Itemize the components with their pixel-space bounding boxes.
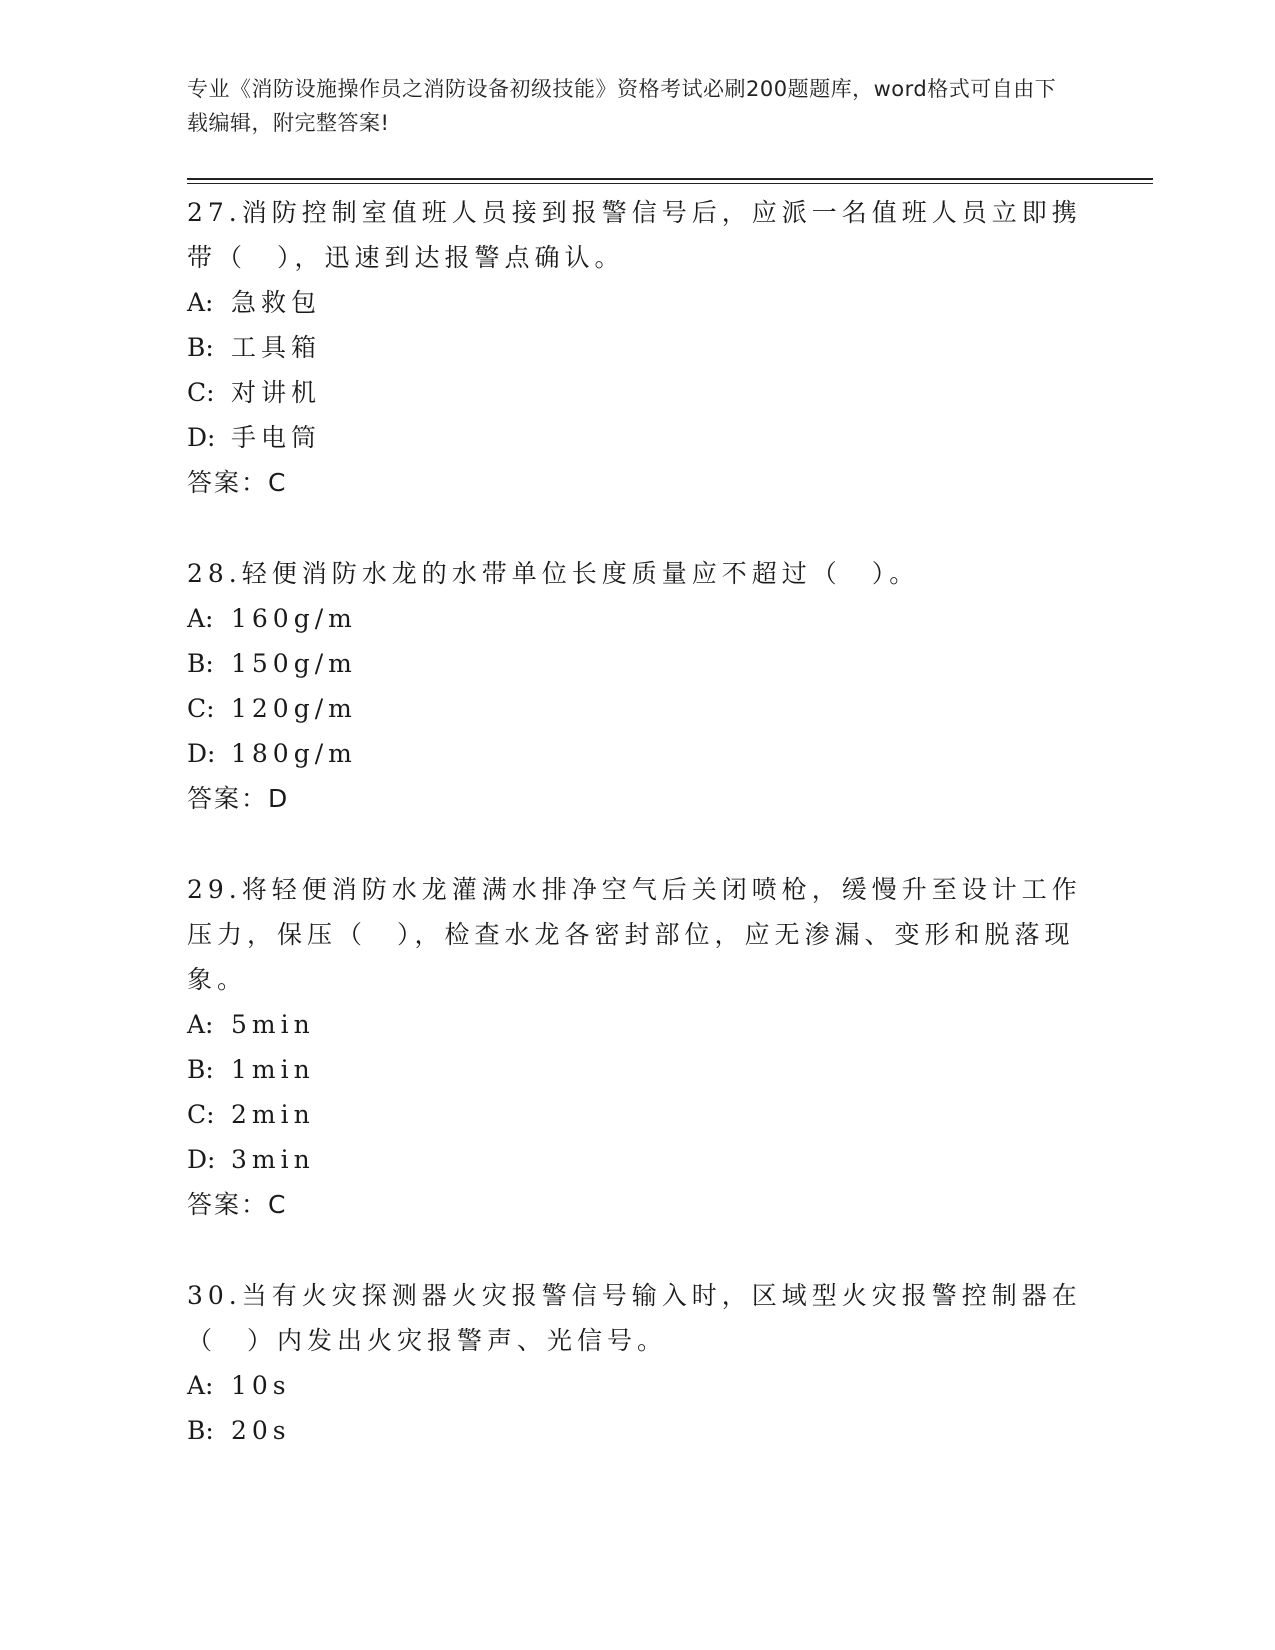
option-a <box>187 596 1087 641</box>
option-key: C: <box>187 1100 215 1129</box>
option-c <box>187 1092 1087 1137</box>
option-c <box>187 686 1087 731</box>
question-text: 30.当有火灾探测器火灾报警信号输入时，区域型火灾报警控制器在（ ）内发出火灾报警声、光信号。 <box>187 1281 1082 1355</box>
answer-text: 答案：D <box>187 784 290 813</box>
option-key: B: <box>187 333 214 362</box>
option-text: 1min <box>231 1055 315 1084</box>
question-30 <box>187 1273 1087 1453</box>
option-key: D: <box>187 423 216 452</box>
option-text: 120g/m <box>231 694 357 723</box>
option-d <box>187 1137 1087 1182</box>
option-text: 2min <box>231 1100 315 1129</box>
option-b <box>187 1408 1087 1453</box>
option-text: 160g/m <box>231 604 357 633</box>
answer-text: 答案：C <box>187 1190 288 1219</box>
option-text: 手电筒 <box>231 423 322 452</box>
option-text: 10s <box>231 1371 291 1400</box>
option-key: A: <box>187 1010 214 1039</box>
option-text: 对讲机 <box>231 378 322 407</box>
option-text: 5min <box>231 1010 315 1039</box>
header-divider-thick <box>187 178 1153 180</box>
option-key: B: <box>187 1055 214 1084</box>
question-29 <box>187 867 1087 1227</box>
option-a <box>187 280 1087 325</box>
question-text: 27.消防控制室值班人员接到报警信号后，应派一名值班人员立即携带（ ），迅速到达报警点确认。 <box>187 198 1082 272</box>
option-d <box>187 415 1087 460</box>
option-b <box>187 641 1087 686</box>
option-text: 150g/m <box>231 649 357 678</box>
option-text: 3min <box>231 1145 315 1174</box>
option-text: 急救包 <box>231 288 322 317</box>
header-intro-text: 专业《消防设施操作员之消防设备初级技能》资格考试必刷200题题库，word格式可自由下载编辑，附完整答案! <box>187 77 1057 135</box>
question-list <box>187 190 1087 1499</box>
question-text: 29.将轻便消防水龙灌满水排净空气后关闭喷枪，缓慢升至设计工作压力，保压（ ），检查水龙各密封部位，应无渗漏、变形和脱落现象。 <box>187 875 1082 994</box>
option-a <box>187 1002 1087 1047</box>
option-key: A: <box>187 1371 214 1400</box>
option-key: B: <box>187 649 214 678</box>
option-c <box>187 370 1087 415</box>
option-d <box>187 731 1087 776</box>
option-text: 180g/m <box>231 739 357 768</box>
option-key: B: <box>187 1416 214 1445</box>
option-key: A: <box>187 604 214 633</box>
option-key: A: <box>187 288 214 317</box>
option-key: C: <box>187 694 215 723</box>
answer-text: 答案：C <box>187 468 288 497</box>
option-a <box>187 1363 1087 1408</box>
option-b <box>187 1047 1087 1092</box>
option-text: 20s <box>231 1416 291 1445</box>
option-key: C: <box>187 378 215 407</box>
question-28 <box>187 551 1087 821</box>
header-divider-thin <box>187 183 1153 184</box>
option-key: D: <box>187 1145 216 1174</box>
option-text: 工具箱 <box>231 333 322 362</box>
document-header <box>187 72 1067 140</box>
question-27 <box>187 190 1087 505</box>
question-text: 28.轻便消防水龙的水带单位长度质量应不超过（ ）。 <box>187 559 920 588</box>
option-b <box>187 325 1087 370</box>
option-key: D: <box>187 739 216 768</box>
